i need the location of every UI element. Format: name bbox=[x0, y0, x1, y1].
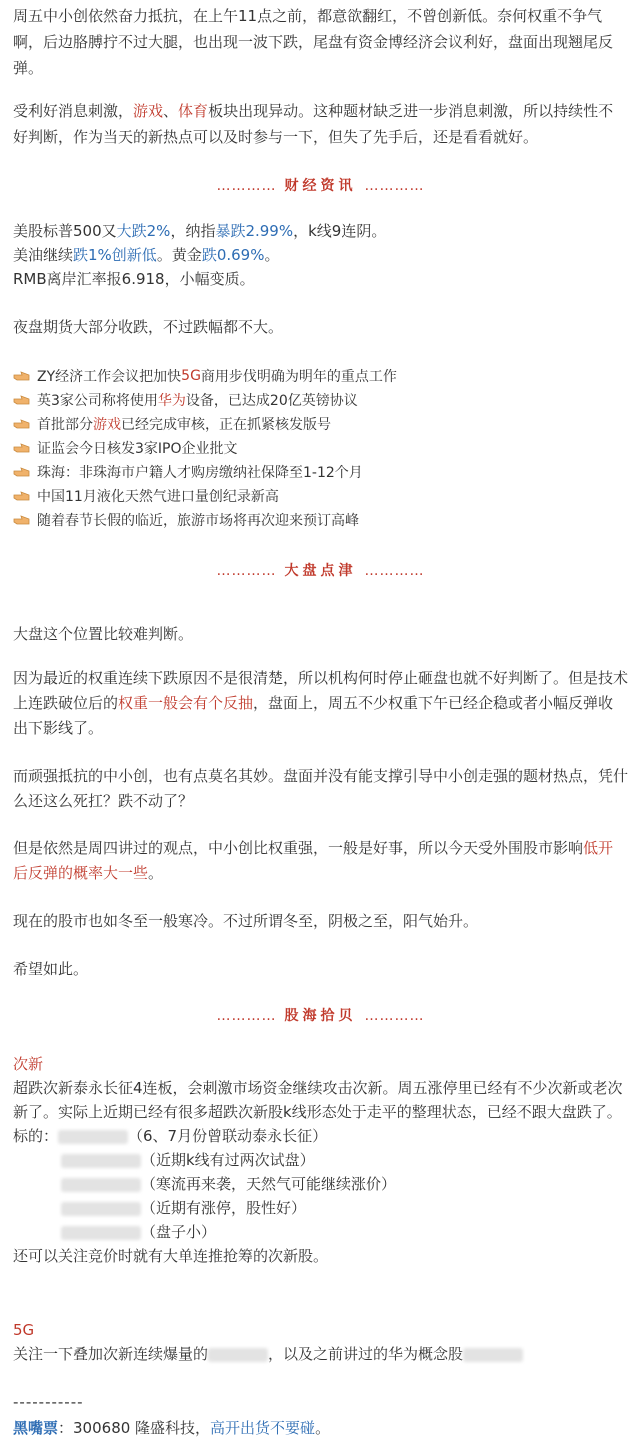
pointing-hand-icon bbox=[13, 490, 31, 502]
category-text-5g: 关注一下叠加次新连续爆量的 ，以及之前讲过的华为概念股 bbox=[13, 1342, 628, 1366]
section-dots-right: ………… bbox=[364, 178, 425, 194]
category-label-5g: 5G bbox=[13, 1321, 35, 1339]
market-paragraph-2: 因为最近的权重连续下跌原因不是很清楚，所以机构何时停止砸盘也就不好判断了。但是技术上连跌破位后的权重一般会有个反抽，盘面上，周五不少权重下午已经企稳或者小幅反弹收出下影线了。 bbox=[13, 669, 629, 737]
intro-paragraph-1 bbox=[13, 3, 628, 81]
picks-category-5g bbox=[13, 1318, 628, 1366]
market-paragraph-6: 希望如此。 bbox=[13, 960, 89, 978]
finance-line-3: RMB离岸汇率报6.918，小幅变质。 bbox=[13, 270, 255, 288]
pointing-hand-icon bbox=[13, 466, 31, 478]
list-item: 证监会今日核发3家IPO企业批文 bbox=[13, 436, 628, 460]
redacted-stock bbox=[61, 1202, 141, 1216]
redacted-stock bbox=[61, 1226, 141, 1240]
list-item: 珠海：非珠海市户籍人才购房缴纳社保降至1-12个月 bbox=[13, 460, 628, 484]
highlight-rebound: 权重一般会有个反抽 bbox=[118, 694, 254, 712]
black-pick-line: 黑嘴票：300680 隆盛科技，高开出货不要碰。 bbox=[13, 1419, 331, 1437]
target-row: （寒流再来袭，天然气可能继续涨价） bbox=[13, 1172, 628, 1196]
target-row: 标的： （6、7月份曾联动泰永长征） bbox=[13, 1127, 328, 1145]
section-header-picks: ………… 股海拾贝 ………… bbox=[216, 1008, 425, 1024]
section-header-market: ………… 大盘点津 ………… bbox=[216, 563, 425, 579]
target-row: （近期有涨停，股性好） bbox=[13, 1196, 628, 1220]
picks-category-new bbox=[13, 1052, 628, 1268]
intro-text-1: 周五中小创依然奋力抵抗，在上午11点之前，都意欲翻红，不曾创新低。奈何权重不争气啊，后边胳膊拧不过大腿，也出现一波下跌，尾盘有资金博经济会议利好，盘面出现翘尾反弹。 bbox=[13, 7, 614, 77]
redacted-stock bbox=[61, 1154, 141, 1168]
category-text-new: 超跌次新泰永长征4连板，会刺激市场资金继续攻击次新。周五涨停里已经有不少次新或老次新了。实际上近期已经有很多超跌次新股k线形态处于走平的整理状态，已经不跟大盘跌了。 bbox=[13, 1079, 623, 1121]
highlight-low-open: 低开后反弹的概率大一些 bbox=[13, 839, 614, 882]
intro-text-2a: 受利好消息刺激， bbox=[13, 102, 134, 120]
market-paragraph-5: 现在的股市也如冬至一般寒冷。不过所谓冬至，阴极之至，阳气始升。 bbox=[13, 912, 479, 930]
market-paragraph-3: 而顽强抵抗的中小创，也有点莫名其妙。盘面并没有能支撑引导中小创走强的题材热点，凭什么还这么死扛？跌不动了？ bbox=[13, 767, 629, 810]
section-title-finance: 财经资讯 bbox=[284, 178, 357, 194]
list-item: 中国11月液化天然气进口量创纪录新高 bbox=[13, 484, 628, 508]
intro-paragraph-2 bbox=[13, 98, 628, 150]
highlight-sports: 体育 bbox=[178, 102, 209, 120]
section-title-market: 大盘点津 bbox=[284, 563, 357, 579]
redacted-stock bbox=[208, 1348, 268, 1362]
pointing-hand-icon bbox=[13, 370, 31, 382]
market-paragraph-1: 大盘这个位置比较难判断。 bbox=[13, 625, 194, 643]
section-header-finance bbox=[0, 175, 641, 195]
list-item: 随着春节长假的临近，旅游市场将再次迎来预订高峰 bbox=[13, 508, 628, 532]
target-row: （盘子小） bbox=[13, 1220, 628, 1244]
section-dots-left: ………… bbox=[216, 178, 277, 194]
news-list bbox=[13, 364, 628, 532]
list-item: 首批部分 游戏 已经完成审核，正在抓紧核发版号 bbox=[13, 412, 628, 436]
pointing-hand-icon bbox=[13, 442, 31, 454]
pointing-hand-icon bbox=[13, 514, 31, 526]
finance-list bbox=[13, 219, 628, 291]
redacted-stock bbox=[61, 1178, 141, 1192]
intro-text-2b: 板块出现异动。这种题材缺乏进一步消息刺激，所以持续性不好判断，作为当天的新热点可以及时参与一下，但失了先手后，还是看看就好。 bbox=[13, 102, 614, 146]
finance-line-4: 夜盘期货大部分收跌，不过跌幅都不大。 bbox=[13, 318, 284, 336]
black-pick-warning: 高开出货不要碰 bbox=[210, 1419, 316, 1437]
redacted-stock bbox=[58, 1130, 128, 1144]
finance-line-2: 美油继续跌1%创新低。黄金跌0.69%。 bbox=[13, 246, 280, 264]
pointing-hand-icon bbox=[13, 418, 31, 430]
black-pick-label: 黑嘴票 bbox=[13, 1419, 59, 1437]
section-title-picks: 股海拾贝 bbox=[284, 1008, 357, 1024]
intro-sep: 、 bbox=[163, 102, 179, 120]
footer-block bbox=[13, 1390, 628, 1440]
redacted-stock bbox=[463, 1348, 523, 1362]
category-label-new: 次新 bbox=[13, 1055, 44, 1073]
finance-futures bbox=[13, 315, 628, 339]
pointing-hand-icon bbox=[13, 394, 31, 406]
category-end-new: 还可以关注竞价时就有大单连推抢筹的次新股。 bbox=[13, 1247, 329, 1265]
finance-line-1: 美股标普500又大跌2%，纳指暴跌2.99%，k线9连阴。 bbox=[13, 222, 387, 240]
divider: ----------- bbox=[13, 1393, 84, 1411]
target-row: （近期k线有过两次试盘） bbox=[13, 1148, 628, 1172]
list-item: 英3家公司称将使用 华为 设备，已达成20亿英镑协议 bbox=[13, 388, 628, 412]
list-item: ZY经济工作会议把加快 5G 商用步伐明确为明年的重点工作 bbox=[13, 364, 628, 388]
market-paragraph-4: 但是依然是周四讲过的观点，中小创比权重强，一般是好事，所以今天受外围股市影响低开后反弹的概率大一些。 bbox=[13, 839, 614, 882]
highlight-games: 游戏 bbox=[133, 102, 164, 120]
